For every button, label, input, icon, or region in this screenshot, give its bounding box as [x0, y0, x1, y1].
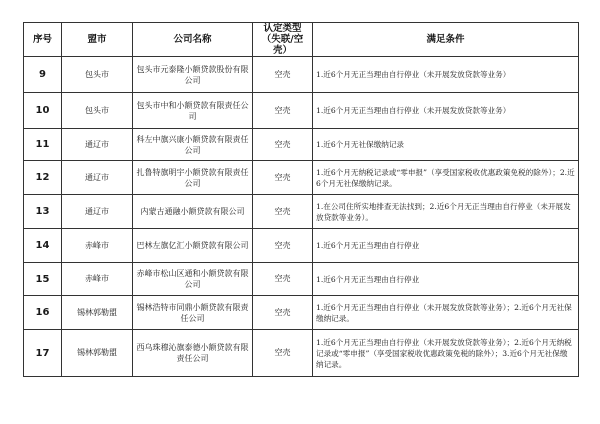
row-number: 16 — [24, 296, 62, 330]
row-company: 包头市中和小额贷款有限责任公司 — [133, 93, 253, 129]
company-table — [23, 22, 579, 377]
row-city: 包头市 — [62, 57, 133, 93]
row-type: 空壳 — [253, 263, 313, 296]
row-city: 锡林郭勒盟 — [62, 296, 133, 330]
row-condition: 1.近6个月无正当理由自行停业（未开展发放贷款等业务）；2.近6个月无纳税记录或“零申报”（享受国家税收优惠政策免税的除外）；3.近6个月无社保缴纳记录。 — [313, 330, 579, 377]
row-type: 空壳 — [253, 330, 313, 377]
row-condition: 1.近6个月无正当理由自行停业 — [313, 263, 579, 296]
row-type: 空壳 — [253, 296, 313, 330]
row-number: 12 — [24, 161, 62, 195]
header-company: 公司名称 — [133, 23, 253, 57]
row-type: 空壳 — [253, 93, 313, 129]
row-company: 巴林左旗亿汇小额贷款有限公司 — [133, 229, 253, 263]
row-city: 锡林郭勒盟 — [62, 330, 133, 377]
row-company: 包头市元泰隆小额贷款股份有限公司 — [133, 57, 253, 93]
row-type: 空壳 — [253, 129, 313, 161]
row-type: 空壳 — [253, 195, 313, 229]
row-number: 11 — [24, 129, 62, 161]
row-city: 赤峰市 — [62, 263, 133, 296]
table-row — [24, 263, 579, 296]
table-row — [24, 129, 579, 161]
row-company: 扎鲁特旗明宇小额贷款有限责任公司 — [133, 161, 253, 195]
header-no: 序号 — [24, 23, 62, 57]
row-type: 空壳 — [253, 161, 313, 195]
row-number: 10 — [24, 93, 62, 129]
row-type: 空壳 — [253, 57, 313, 93]
row-condition: 1.近6个月无正当理由自行停业（未开展发放贷款等业务） — [313, 57, 579, 93]
row-condition: 1.近6个月无正当理由自行停业（未开展发放贷款等业务）；2.近6个月无社保缴纳记录。 — [313, 296, 579, 330]
row-number: 17 — [24, 330, 62, 377]
row-city: 赤峰市 — [62, 229, 133, 263]
row-condition: 1.在公司住所实地排查无法找到；2.近6个月无正当理由自行停业（未开展发放贷款等业务）。 — [313, 195, 579, 229]
row-city: 通辽市 — [62, 161, 133, 195]
row-condition: 1.近6个月无正当理由自行停业 — [313, 229, 579, 263]
row-number: 15 — [24, 263, 62, 296]
row-company: 科左中旗兴康小额贷款有限责任公司 — [133, 129, 253, 161]
table-row — [24, 296, 579, 330]
row-number: 13 — [24, 195, 62, 229]
header-type: 认定类型（失联/空壳） — [253, 23, 313, 57]
row-type: 空壳 — [253, 229, 313, 263]
table-row — [24, 57, 579, 93]
row-company: 西乌珠穆沁旗泰德小额贷款有限责任公司 — [133, 330, 253, 377]
row-condition: 1.近6个月无社保缴纳记录 — [313, 129, 579, 161]
row-number: 14 — [24, 229, 62, 263]
row-company: 内蒙古通融小额贷款有限公司 — [133, 195, 253, 229]
row-condition: 1.近6个月无正当理由自行停业（未开展发放贷款等业务） — [313, 93, 579, 129]
row-company: 锡林浩特市同鼎小额贷款有限责任公司 — [133, 296, 253, 330]
table-row — [24, 195, 579, 229]
header-row — [24, 23, 579, 57]
table-row — [24, 330, 579, 377]
table-row — [24, 93, 579, 129]
row-condition: 1.近6个月无纳税记录或“零申报”（享受国家税收优惠政策免税的除外）；2.近6个月无社保缴纳记录。 — [313, 161, 579, 195]
table-row — [24, 161, 579, 195]
header-condition: 满足条件 — [313, 23, 579, 57]
row-company: 赤峰市松山区通和小额贷款有限公司 — [133, 263, 253, 296]
row-city: 通辽市 — [62, 195, 133, 229]
row-city: 通辽市 — [62, 129, 133, 161]
row-number: 9 — [24, 57, 62, 93]
header-city: 盟市 — [62, 23, 133, 57]
table-row — [24, 229, 579, 263]
row-city: 包头市 — [62, 93, 133, 129]
